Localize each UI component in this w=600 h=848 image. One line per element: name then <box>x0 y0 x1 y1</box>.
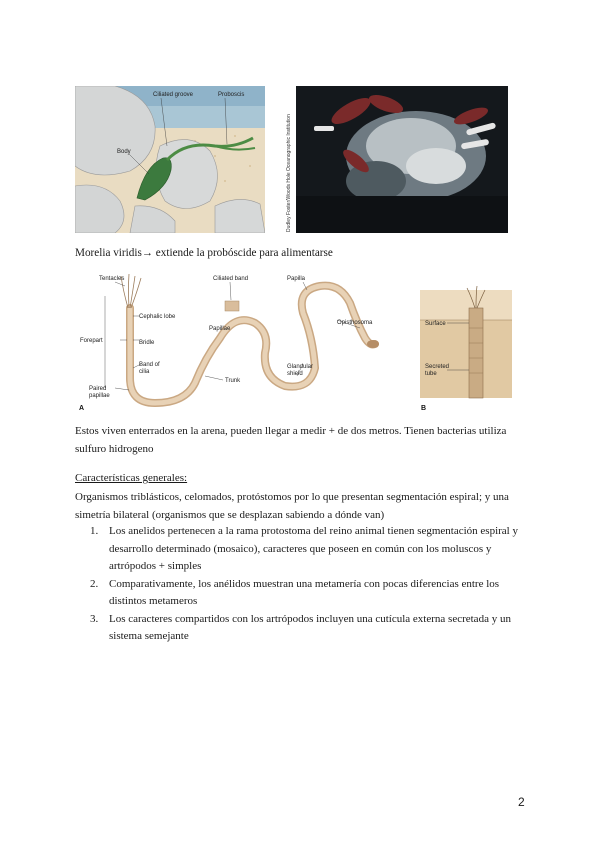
photo-credit <box>282 86 294 233</box>
label-proboscis: Proboscis <box>218 92 245 98</box>
label-band-of-cilia: Band of cilia <box>139 362 160 375</box>
list-item-text: Los caracteres compartidos con los artrópodos incluyen una cutícula externa secretada y un sistema semejante <box>109 612 511 642</box>
paragraph-arena: Estos viven enterrados en la arena, pueden llegar a medir + de dos metros. Tienen bacterias utiliza sulfuro hidrogeno <box>75 425 507 455</box>
label-panel-a: A <box>79 405 85 412</box>
label-opisthosoma: Opisthosoma <box>337 320 373 326</box>
label-ciliated-band: Ciliated band <box>213 276 249 282</box>
label-bridle: Bridle <box>139 340 155 346</box>
label-secreted-tube: Secreted tube <box>425 364 450 377</box>
list-item-number: 3. <box>90 612 99 625</box>
list-item-text: Comparativamente, los anélidos muestran una metamería con pocas diferencias entre los distintos metameros <box>109 577 500 607</box>
list-item-text: Los anelidos pertenecen a la rama protostoma del reino animal tienen segmentación espiral y desarrollo determinado (mosaico), caracteres que poseen en común con los moluscos y artrópodos + simples <box>109 525 518 572</box>
label-surface: Surface <box>425 321 446 327</box>
figure-morelia-illustration <box>75 86 265 233</box>
section-intro: Organismos triblásticos, celomados, protóstomos por lo que presentan segmentación espiral; y una simetría bilateral (organismos que se desplazan sabiendo a dónde van) <box>75 491 509 521</box>
label-cephalic-lobe: Cephalic lobe <box>139 314 176 320</box>
list-item-number: 1. <box>90 525 99 537</box>
photo-tube-worms <box>296 86 508 233</box>
label-trunk: Trunk <box>225 378 241 384</box>
list-item <box>90 523 520 576</box>
label-panel-b: B <box>421 405 427 412</box>
label-papillae: Papillae <box>209 326 231 332</box>
photo-credit-text: Dudley Foster/Woods Hole Oceanographic Institution <box>286 114 292 232</box>
label-forepart: Forepart <box>80 338 103 344</box>
page-number: 2 <box>518 795 525 809</box>
label-tentacles: Tentacles <box>99 276 125 282</box>
label-body: Body <box>117 149 131 155</box>
label-ciliated-groove: Ciliated groove <box>153 92 194 98</box>
list-item-number: 2. <box>90 577 99 590</box>
list-item <box>90 576 520 611</box>
caption-morelia: Morelia viridis→ extiende la probóscide para alimentarse <box>75 247 333 259</box>
label-glandular-shield: Glandular shield <box>287 364 314 377</box>
characteristics-list <box>90 523 520 646</box>
section-heading: Características generales: <box>75 472 188 484</box>
list-item <box>90 611 520 646</box>
figure-worm-anatomy <box>75 268 515 413</box>
label-paired-papillae: Paired papillae <box>89 386 110 399</box>
label-papilla: Papilla <box>287 276 306 282</box>
